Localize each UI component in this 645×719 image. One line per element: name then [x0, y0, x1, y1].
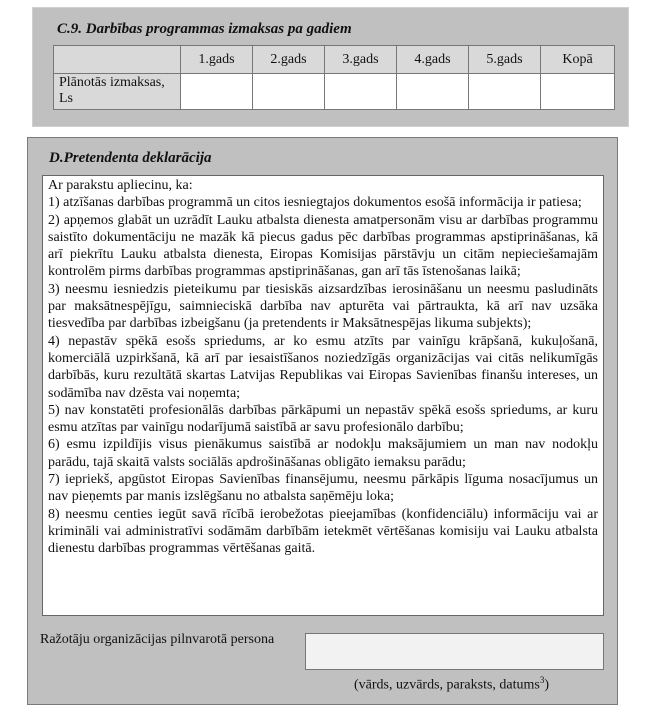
cell-year-1-input[interactable] [181, 74, 253, 110]
signature-caption [354, 675, 549, 694]
signature-caption-text: (vārds, uzvārds, paraksts, datums [354, 677, 540, 693]
signature-field[interactable] [305, 633, 604, 670]
cell-year-5-input[interactable] [469, 74, 541, 110]
authorized-person-label: Ražotāju organizācijas pilnvarotā persona [40, 632, 275, 647]
section-d-title: D.Pretendenta deklarācija [49, 150, 212, 166]
declaration-text-box [42, 175, 604, 616]
declaration-item-6: 6) esmu izpildījis visus pienākumus saistībā ar nodokļu maksājumiem un man nav nodokļu parādu, tajā skaitā valsts sociālās apdrošināšanas obligāto iemaksu parādu; [48, 437, 598, 470]
declaration-item-5: 5) nav konstatēti profesionālās darbības pārkāpumi un nepastāv spēkā esošs spriedums, ar kuru esmu atzītas par vainīgu nodarījumā saistībā ar savu profesionālo darbību; [48, 402, 598, 436]
header-year-2: 2.gads [253, 46, 325, 74]
row-label-planned-costs: Plānotās izmaksas, Ls [54, 74, 181, 110]
section-c9-title: C.9. Darbības programmas izmaksas pa gadiem [57, 21, 352, 37]
footnote-marker: 3 [539, 675, 545, 685]
header-total: Kopā [541, 46, 615, 74]
header-year-5: 5.gads [469, 46, 541, 74]
cell-year-3-input[interactable] [325, 74, 397, 110]
cell-total-input[interactable] [541, 74, 615, 110]
table-row [54, 74, 615, 110]
header-cell-empty [54, 46, 181, 74]
declaration-item-4: 4) nepastāv spēkā esošs spriedums, ar ko esmu atzīts par vainīgu krāpšanā, kukuļošanā, komerciālā uzpirkšanā, kā arī par iesaistīšanos noziedzīgās organizācijas vai citās nelikumīgās darbībās, kuru rezultātā skartas Latvijas Republikas vai Eiropas Savienības finanšu intereses, un sodāmība nav dzēsta vai noņemta; [48, 333, 598, 401]
signature-caption-end: ) [544, 677, 550, 693]
cell-year-4-input[interactable] [397, 74, 469, 110]
section-d-panel [27, 137, 618, 705]
declaration-item-8: 8) neesmu centies iegūt savā rīcībā ierobežotas pieejamības (konfidenciālu) informāciju vai ar krimināli vai administratīvi sodāmām darbībām ietekmēt vērtēšanas komisiju vai Lauku atbalsta dienestu darbības programmas vērtēšanas gaitā. [48, 506, 598, 557]
declaration-intro: Ar parakstu apliecinu, ka: [48, 178, 193, 193]
declaration-item-3: 3) neesmu iesniedzis pieteikumu par tiesiskās aizsardzības ierosināšanu un neesmu pasludināts par maksātnespējīgu, saimnieciskā darbība nav apturēta vai pārtraukta, kā arī nav uzsāka tiesvedība par darbības izbeigšanu (ja pretendents ir Maksātnespējas likuma subjekts); [48, 281, 598, 332]
costs-by-year-table [53, 45, 615, 110]
cell-year-2-input[interactable] [253, 74, 325, 110]
header-year-4: 4.gads [397, 46, 469, 74]
declaration-item-1: 1) atzīšanas darbības programmā un citos iesniegtajos dokumentos esošā informācija ir patiesa; [48, 195, 582, 211]
declaration-item-7: 7) iepriekš, apgūstot Eiropas Savienības finansējumu, neesmu pārkāpis līguma nosacījumus un nav pieņemts par manis izslēgšanu no atbalsta saņēmēju loka; [48, 472, 598, 505]
section-c9-panel [32, 7, 629, 127]
table-header-row [54, 46, 615, 74]
header-year-3: 3.gads [325, 46, 397, 74]
header-year-1: 1.gads [181, 46, 253, 74]
declaration-item-2: 2) apņemos glabāt un uzrādīt Lauku atbalsta dienesta amatpersonām visu ar darbības programmu saistīto dokumentāciju ne mazāk kā piecus gadus pēc darbības programmas apstiprināšanas, kā arī piekrītu Lauku atbalsta dienesta, Eiropas Komisijas pārstāvju un citām nepieciešamajām kontrolēm pirms darbības programmas apstiprināšanas, gan arī tās īstenošanas laikā; [48, 212, 598, 280]
